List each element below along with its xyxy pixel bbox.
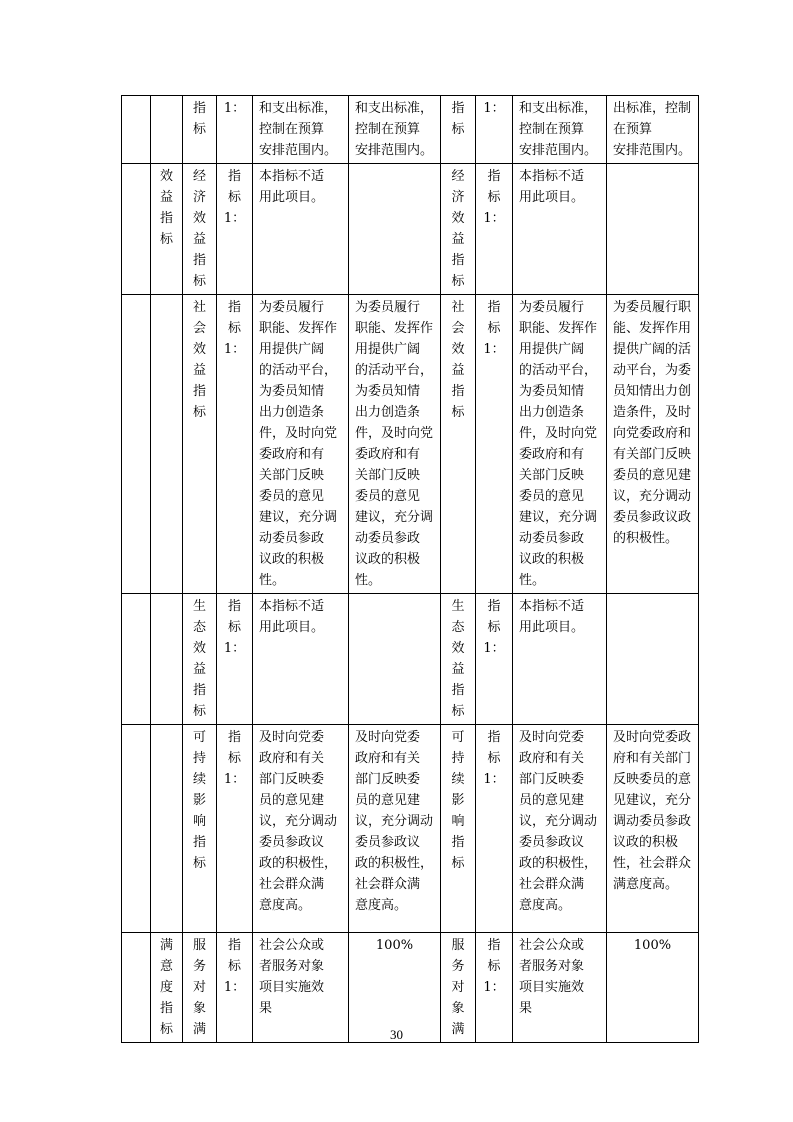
category-cell [122, 594, 151, 725]
cell-text: 指 标 1： [483, 938, 505, 995]
cell-text [151, 295, 182, 299]
performance-indicator-table [121, 95, 699, 1043]
cell-text: 经 济 效 益 指 标 [451, 169, 465, 289]
indicator-value-cell-b [607, 933, 699, 1043]
cell-text: 指 标 1： [483, 169, 505, 226]
indicator-index-cell-b [476, 164, 513, 295]
category-cell [122, 96, 151, 164]
secondary-indicator-cell [183, 725, 217, 933]
cell-text: 和支出标准， 控制在预算 安排范围内。 [519, 101, 598, 158]
cell-text: 本指标不适 用此项目。 [519, 599, 585, 635]
cell-text: 社会公众或 者服务对象 项目实施效 果 [259, 938, 325, 1016]
cell-text: 生 态 效 益 指 标 [192, 599, 206, 719]
category-cell [122, 295, 151, 594]
cell-text [607, 164, 698, 168]
indicator-value-cell [349, 594, 441, 725]
cell-text: 100% [633, 938, 672, 953]
cell-text: 1： [483, 101, 505, 116]
cell-text: 本指标不适 用此项目。 [519, 169, 585, 205]
secondary-indicator-cell-b [441, 594, 476, 725]
indicator-value-cell-b [607, 725, 699, 933]
cell-text: 服 务 对 象 满 [192, 938, 206, 1037]
cell-text: 指 标 1： [223, 730, 246, 787]
secondary-indicator-cell [183, 933, 217, 1043]
category-cell [122, 725, 151, 933]
cell-text: 指 标 1： [483, 599, 505, 656]
secondary-indicator-cell-b [441, 933, 476, 1043]
cell-text: 和支出标准， 控制在预算 安排范围内。 [259, 101, 338, 158]
indicator-content-cell [253, 594, 349, 725]
cell-text: 本指标不适 用此项目。 [259, 599, 325, 635]
cell-text [151, 594, 182, 598]
indicator-content-cell-b [513, 295, 607, 594]
indicator-index-cell-b [476, 933, 513, 1043]
secondary-indicator-cell-b [441, 164, 476, 295]
indicator-content-cell [253, 164, 349, 295]
table-row [122, 933, 699, 1043]
indicator-content-cell-b [513, 164, 607, 295]
cell-text [122, 164, 150, 168]
cell-text: 指 标 1： [223, 599, 246, 656]
cell-text: 为委员履行职 能、发挥作用 提供广阔的活 动平台，为委 员知情出力创 造条件，及时 向党委政府和 有关部门反映 委员的意见建 议，充分调动 委员参政议政 的积极性。 [613, 300, 692, 546]
cell-text: 及时向党委 政府和有关 部门反映委 员的意见建 议，充分调动 委员参政议 政的积极性， 社会群众满 意度高。 [355, 730, 434, 913]
indicator-value-cell-b [607, 96, 699, 164]
primary-indicator-cell [151, 725, 183, 933]
primary-indicator-cell [151, 164, 183, 295]
secondary-indicator-cell-b [441, 725, 476, 933]
cell-text: 指 标 [192, 101, 206, 137]
indicator-value-cell-b [607, 164, 699, 295]
table-row [122, 725, 699, 933]
cell-text: 1： [223, 101, 246, 116]
table-row [122, 164, 699, 295]
table-body [122, 96, 699, 1043]
indicator-index-cell [217, 164, 253, 295]
indicator-value-cell [349, 164, 441, 295]
indicator-index-cell-b [476, 96, 513, 164]
cell-text: 为委员履行 职能、发挥作 用提供广阔 的活动平台， 为委员知情 出力创造条 件，及时向党 委政府和有 关部门反映 委员的意见 建议，充分调 动委员参政 议政的积极 性。 [519, 300, 598, 588]
indicator-value-cell [349, 295, 441, 594]
page-number: 30 [390, 1027, 403, 1042]
table-row [122, 594, 699, 725]
cell-text: 出标准，控制 在预算 安排范围内。 [613, 101, 692, 158]
cell-text: 可 持 续 影 响 指 标 [451, 730, 465, 871]
cell-text: 100% [375, 938, 414, 953]
cell-text: 指 标 1： [223, 300, 246, 357]
indicator-content-cell [253, 96, 349, 164]
cell-text: 社 会 效 益 指 标 [192, 300, 206, 420]
primary-indicator-cell [151, 96, 183, 164]
cell-text: 满 意 度 指 标 [159, 938, 173, 1037]
indicator-index-cell-b [476, 725, 513, 933]
indicator-index-cell [217, 594, 253, 725]
indicator-content-cell-b [513, 725, 607, 933]
cell-text [122, 933, 150, 937]
indicator-content-cell [253, 725, 349, 933]
cell-text: 及时向党委 政府和有关 部门反映委 员的意见建 议，充分调动 委员参政议 政的积极性， 社会群众满 意度高。 [259, 730, 338, 913]
cell-text: 社会公众或 者服务对象 项目实施效 果 [519, 938, 585, 1016]
cell-text [151, 725, 182, 729]
indicator-index-cell [217, 96, 253, 164]
cell-text [607, 594, 698, 598]
indicator-index-cell-b [476, 594, 513, 725]
indicator-value-cell [349, 96, 441, 164]
cell-text: 经 济 效 益 指 标 [192, 169, 206, 289]
secondary-indicator-cell-b [441, 96, 476, 164]
category-cell [122, 164, 151, 295]
cell-text [349, 594, 440, 598]
indicator-content-cell-b [513, 594, 607, 725]
cell-text: 效 益 指 标 [159, 169, 173, 247]
cell-text: 和支出标准， 控制在预算 安排范围内。 [355, 101, 434, 158]
indicator-value-cell [349, 933, 441, 1043]
cell-text [122, 725, 150, 729]
cell-text: 指 标 1： [223, 169, 246, 226]
indicator-index-cell [217, 295, 253, 594]
secondary-indicator-cell [183, 96, 217, 164]
table-row [122, 96, 699, 164]
secondary-indicator-cell [183, 295, 217, 594]
table-row [122, 295, 699, 594]
primary-indicator-cell [151, 933, 183, 1043]
category-cell [122, 933, 151, 1043]
indicator-value-cell-b [607, 594, 699, 725]
cell-text: 指 标 [451, 101, 465, 137]
secondary-indicator-cell [183, 594, 217, 725]
cell-text [122, 295, 150, 299]
indicator-content-cell-b [513, 933, 607, 1043]
cell-text: 生 态 效 益 指 标 [451, 599, 465, 719]
secondary-indicator-cell-b [441, 295, 476, 594]
cell-text: 指 标 1： [483, 300, 505, 357]
cell-text: 指 标 1： [483, 730, 505, 787]
indicator-value-cell [349, 725, 441, 933]
cell-text: 及时向党委 政府和有关 部门反映委 员的意见建 议，充分调动 委员参政议 政的积极性， 社会群众满 意度高。 [519, 730, 598, 913]
cell-text: 为委员履行 职能、发挥作 用提供广阔 的活动平台， 为委员知情 出力创造条 件，及时向党 委政府和有 关部门反映 委员的意见 建议，充分调 动委员参政 议政的积极 性。 [355, 300, 434, 588]
indicator-content-cell [253, 933, 349, 1043]
cell-text: 社 会 效 益 指 标 [451, 300, 465, 420]
cell-text: 本指标不适 用此项目。 [259, 169, 325, 205]
cell-text [122, 594, 150, 598]
cell-text: 及时向党委政 府和有关部门 反映委员的意 见建议，充分 调动委员参政 议政的积极 性，社会群众 满意度高。 [613, 730, 692, 892]
indicator-index-cell [217, 725, 253, 933]
cell-text: 指 标 1： [223, 938, 246, 995]
primary-indicator-cell [151, 594, 183, 725]
cell-text: 为委员履行 职能、发挥作 用提供广阔 的活动平台， 为委员知情 出力创造条 件，及时向党 委政府和有 关部门反映 委员的意见 建议，充分调 动委员参政 议政的积极 性。 [259, 300, 338, 588]
secondary-indicator-cell [183, 164, 217, 295]
cell-text [122, 96, 150, 100]
indicator-value-cell-b [607, 295, 699, 594]
primary-indicator-cell [151, 295, 183, 594]
cell-text: 服 务 对 象 满 [451, 938, 465, 1037]
cell-text [349, 164, 440, 168]
indicator-index-cell-b [476, 295, 513, 594]
indicator-index-cell [217, 933, 253, 1043]
cell-text: 可 持 续 影 响 指 标 [192, 730, 206, 871]
cell-text [151, 96, 182, 100]
indicator-content-cell [253, 295, 349, 594]
indicator-content-cell-b [513, 96, 607, 164]
